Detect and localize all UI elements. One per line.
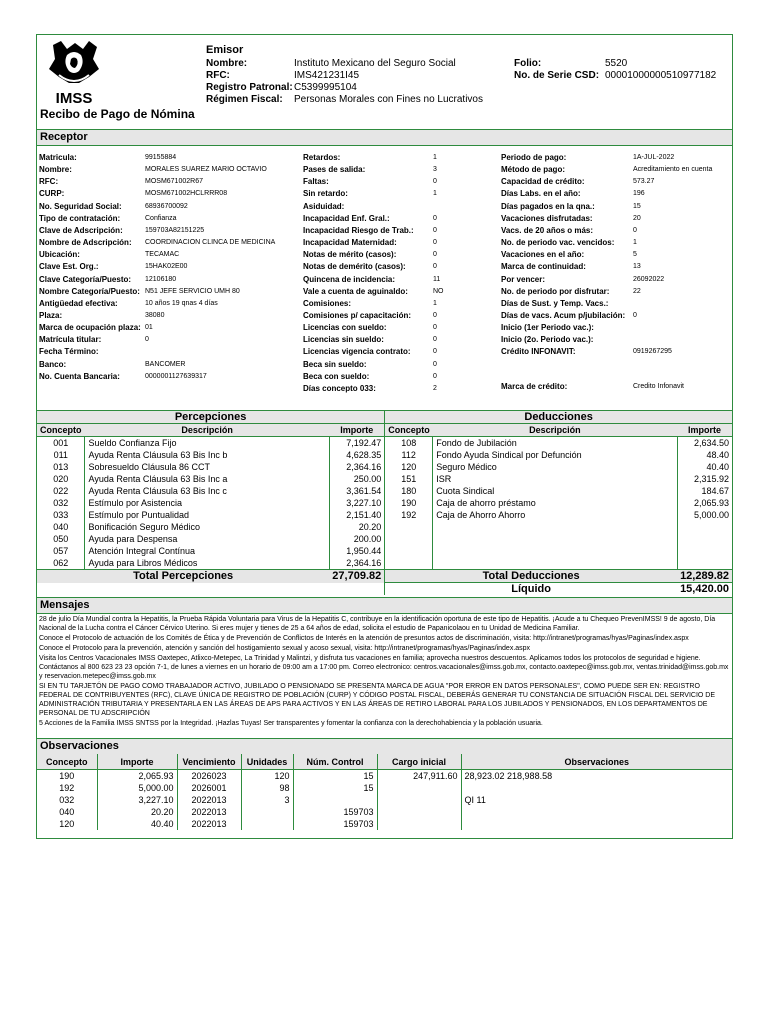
deduccion-descripcion: ISR <box>433 473 677 485</box>
observaciones-table <box>37 754 732 830</box>
receptor-field-value: 0 <box>433 372 437 380</box>
obs-col-header: Observaciones <box>461 754 732 770</box>
receptor-field-value: Confianza <box>145 214 177 222</box>
obs-cell <box>461 782 732 794</box>
obs-cell: 3 <box>241 794 293 806</box>
obs-col-header: Importe <box>97 754 177 770</box>
obs-cell: 247,911.60 <box>377 770 461 783</box>
receptor-field-value: 22 <box>633 287 641 295</box>
pd-row <box>37 497 732 509</box>
pd-row <box>37 437 732 450</box>
receptor-field-value: 1 <box>433 299 437 307</box>
folio-label: Folio: <box>514 58 542 69</box>
ded-col-descripcion: Descripción <box>433 424 677 437</box>
receptor-field-value: 0 <box>433 360 437 368</box>
obs-cell: 2022013 <box>177 818 241 830</box>
percepcion-importe: 250.00 <box>329 473 384 485</box>
obs-cell: 159703 <box>293 818 377 830</box>
observaciones-title: Observaciones <box>40 740 119 752</box>
obs-col-header: Concepto <box>37 754 97 770</box>
deduccion-importe: 2,315.92 <box>693 474 729 484</box>
receptor-field-label: Notas de mérito (casos): <box>303 250 397 260</box>
receptor-field-label: Retardos: <box>303 153 341 162</box>
receptor-field-label: Matricula: <box>39 153 77 162</box>
receptor-header <box>37 129 732 146</box>
emisor-label: Emisor <box>206 44 244 56</box>
percepcion-concepto: 022 <box>53 486 69 496</box>
receptor-field-label: Marca de continuidad: <box>501 262 586 272</box>
obs-cell: 192 <box>37 782 97 794</box>
ded-col-concepto: Concepto <box>385 424 433 437</box>
obs-col-header: Cargo inicial <box>377 754 461 770</box>
percepcion-importe: 3,361.54 <box>329 485 384 497</box>
obs-cell: 15 <box>293 770 377 783</box>
percepcion-concepto: 032 <box>53 498 69 508</box>
receptor-field-label: No. Cuenta Bancaria: <box>39 371 120 381</box>
receptor-field-label: Incapacidad Maternidad: <box>303 238 397 248</box>
receptor-field-label: Periodo de pago: <box>501 153 567 162</box>
receptor-field-label: Vacs. de 20 años o más: <box>501 225 594 235</box>
receptor-field-value: 13 <box>633 263 641 271</box>
receptor-field-label: Vacaciones disfrutadas: <box>501 213 593 223</box>
total-deducciones-label: Total Deducciones <box>385 570 677 583</box>
receptor-field-label: Beca con sueldo: <box>303 371 370 381</box>
percepcion-importe: 20.20 <box>329 521 384 533</box>
receptor-field-value: 38080 <box>145 311 165 319</box>
obs-cell: 032 <box>37 794 97 806</box>
receptor-field-label: Antigüedad efectiva: <box>39 298 118 308</box>
receptor-title: Receptor <box>40 131 88 143</box>
receptor-field-label: RFC: <box>39 177 59 187</box>
folio-value: 5520 <box>605 58 628 69</box>
obs-cell <box>241 818 293 830</box>
obs-cell: 2022013 <box>177 806 241 818</box>
receptor-field-value: NO <box>433 287 444 295</box>
receptor-field-value: 0 <box>433 178 437 186</box>
receptor-field-label: Tipo de contratación: <box>39 213 121 223</box>
obs-cell: 2022013 <box>177 794 241 806</box>
receptor-field-value: 1 <box>633 239 637 247</box>
receptor-field-label: Ubicación: <box>39 250 80 260</box>
percepcion-importe: 7,192.47 <box>329 437 384 450</box>
percepcion-descripcion: Bonificación Seguro Médico <box>85 521 329 533</box>
receptor-field-label: Asiduidad: <box>303 201 345 211</box>
imss-logo <box>45 39 103 107</box>
obs-cell <box>461 818 732 830</box>
deduccion-concepto: 192 <box>401 510 417 520</box>
deduccion-concepto: 151 <box>401 474 417 484</box>
deduccion-importe: 40.40 <box>706 462 729 472</box>
document-title: Recibo de Pago de Nómina <box>40 107 195 121</box>
percepcion-concepto: 040 <box>53 522 69 532</box>
obs-cell <box>241 806 293 818</box>
receptor-field-value: 573.27 <box>633 178 655 186</box>
receptor-field-value: 2 <box>433 384 437 392</box>
receptor-field-value: 15HAK02E00 <box>145 263 188 271</box>
receptor-field-label: Faltas: <box>303 177 329 187</box>
deduccion-descripcion: Caja de ahorro préstamo <box>433 497 677 509</box>
receptor-field-label: Días de vacs. Acum p/jubilación: <box>501 310 626 320</box>
deduccion-importe: 2,634.50 <box>693 438 729 448</box>
deduccion-concepto: 190 <box>401 498 417 508</box>
obs-cell: 2,065.93 <box>97 770 177 783</box>
receptor-field-label: Clave de Adscripción: <box>39 225 123 235</box>
obs-cell: 159703 <box>293 806 377 818</box>
receptor-field-label: Marca de crédito: <box>501 382 568 391</box>
percepcion-descripcion: Ayuda Renta Cláusula 63 Bis Inc a <box>85 473 329 485</box>
total-percepciones-label: Total Percepciones <box>37 570 329 583</box>
pd-row <box>37 545 732 557</box>
percepcion-descripcion: Ayuda Renta Cláusula 63 Bis Inc c <box>85 485 329 497</box>
percepcion-descripcion: Sobresueldo Cláusula 86 CCT <box>85 461 329 473</box>
emisor-field-label: Registro Patronal: <box>206 82 293 93</box>
percepcion-importe: 2,151.40 <box>329 509 384 521</box>
receptor-field-value: 0 <box>433 214 437 222</box>
obs-cell: 190 <box>37 770 97 783</box>
receptor-field-value: 26092022 <box>633 275 665 283</box>
eagle-emblem-icon <box>45 39 103 87</box>
obs-cell <box>293 794 377 806</box>
obs-cell: 040 <box>37 806 97 818</box>
receptor-field-value: 68936700092 <box>145 202 188 210</box>
receptor-field-value: 1A-JUL-2022 <box>633 154 675 161</box>
receptor-field-label: Licencias sin sueldo: <box>303 335 384 345</box>
receptor-field-value: 0 <box>433 263 437 271</box>
receptor-field-label: Inicio (2o. Periodo vac.): <box>501 335 594 345</box>
obs-cell: 3,227.10 <box>97 794 177 806</box>
emisor-field-label: Nombre: <box>206 58 248 69</box>
receptor-field-value: 0919267295 <box>633 348 672 356</box>
receptor-field-label: Incapacidad Riesgo de Trab.: <box>303 225 414 235</box>
percepcion-concepto: 011 <box>53 450 68 460</box>
receptor-field-label: Días pagados en la qna.: <box>501 201 595 211</box>
payroll-receipt <box>36 34 733 839</box>
obs-row <box>37 806 732 818</box>
obs-cell <box>377 782 461 794</box>
obs-col-header: Unidades <box>241 754 293 770</box>
deduccion-concepto: 180 <box>401 486 417 496</box>
receptor-field-label: Comisiones p/ capacitación: <box>303 310 412 320</box>
receptor-field-value: 0 <box>633 226 637 234</box>
receptor-field-label: No. de periodo por disfrutar: <box>501 286 610 296</box>
serie-label: No. de Serie CSD: <box>514 70 600 81</box>
percepcion-concepto: 062 <box>53 558 69 568</box>
receptor-field-value: COORDINACION CLINCA DE MEDICINA <box>145 239 276 247</box>
receptor-field-label: Clave Categoría/Puesto: <box>39 274 132 284</box>
deduccion-descripcion: Caja de Ahorro Ahorro <box>433 509 677 521</box>
receptor-field-value: 0 <box>433 226 437 234</box>
deduccion-importe: 5,000.00 <box>693 510 729 520</box>
perc-col-concepto: Concepto <box>37 424 85 437</box>
percepcion-importe: 2,364.16 <box>329 557 384 570</box>
pd-row <box>37 449 732 461</box>
mensaje-item: Conoce el Protocolo para la prevención, atención y sanción del hostigamiento sexual y acoso sexual, visita: http://intranet/programas/hyas/Paginas/index.aspx <box>39 645 531 652</box>
obs-row <box>37 770 732 783</box>
percepcion-concepto: 020 <box>53 474 69 484</box>
receptor-field-value: 0 <box>433 251 437 259</box>
mensajes-header <box>37 597 732 614</box>
receptor-field-value: TECAMAC <box>145 251 180 259</box>
receptor-field-value: 0 <box>145 336 149 344</box>
obs-cell: 2026001 <box>177 782 241 794</box>
receptor-field-label: Nombre Categoría/Puesto: <box>39 286 140 296</box>
pd-row <box>37 485 732 497</box>
receptor-field-label: Pases de salida: <box>303 165 366 175</box>
liquido-label: Líquido <box>385 583 677 596</box>
receptor-field-label: Fecha Término: <box>39 347 99 357</box>
percepcion-descripcion: Estímulo por Asistencia <box>85 497 329 509</box>
obs-cell: 98 <box>241 782 293 794</box>
pd-row <box>37 521 732 533</box>
receptor-field-label: Método de pago: <box>501 165 565 175</box>
pd-table <box>37 411 732 595</box>
receptor-field-value: 0 <box>433 348 437 356</box>
percepcion-importe: 3,227.10 <box>329 497 384 509</box>
pd-row <box>37 461 732 473</box>
receptor-field-label: Días Labs. en el año: <box>501 189 581 199</box>
emisor-field-value: Personas Morales con Fines no Lucrativos <box>294 94 483 105</box>
obs-cell: 120 <box>37 818 97 830</box>
receptor-field-label: Banco: <box>39 359 67 369</box>
receptor-field-value: Acreditamiento en cuenta <box>633 166 713 174</box>
receptor-field-value: N51 JEFE SERVICIO UMH 80 <box>145 287 240 295</box>
receptor-field-label: Nombre: <box>39 165 72 175</box>
logo-text: IMSS <box>55 90 93 107</box>
deduccion-importe: 2,065.93 <box>693 498 729 508</box>
obs-cell <box>377 794 461 806</box>
percepcion-descripcion: Ayuda para Despensa <box>85 533 329 545</box>
receptor-field-value: 0 <box>433 324 437 332</box>
receptor-field-value: 5 <box>633 251 637 259</box>
receptor-field-value: MORALES SUAREZ MARIO OCTAVIO <box>145 166 267 174</box>
pd-row <box>37 473 732 485</box>
receptor-field-label: Crédito INFONAVIT: <box>501 347 576 357</box>
deduccion-descripcion: Seguro Médico <box>433 461 677 473</box>
receptor-field-value: 11 <box>433 275 441 283</box>
receptor-field-label: Capacidad de crédito: <box>501 177 585 187</box>
obs-cell <box>461 806 732 818</box>
mensaje-item: 28 de julio Día Mundial contra la Hepatitis, la Prueba Rápida Voluntaria para Virus de la Hepatitis C, contribuye en la identificación oportuna de este tipo de Hepatitis. ¡Acude a tu Chequeo PrevenIMSS! 9 de agosto, Día Nacional de la Lucha contra el Cáncer Cérvico Uterino. Si eres mujer y tienes de 25 a 64 años de edad, solicita el estudio de Papanicolaou en tu Unidad de Medicina Familiar. <box>39 616 716 632</box>
percepcion-importe: 2,364.16 <box>329 461 384 473</box>
emisor-field-label: Régimen Fiscal: <box>206 94 283 105</box>
percepcion-concepto: 001 <box>53 438 69 448</box>
receptor-field-value: 01 <box>145 324 153 332</box>
receptor-field-value: 0 <box>433 239 437 247</box>
deduccion-descripcion: Fondo Ayuda Sindical por Defunción <box>433 449 677 461</box>
obs-cell <box>377 818 461 830</box>
percepcion-descripcion: Sueldo Confianza Fijo <box>85 437 329 450</box>
mensajes-body <box>39 615 730 729</box>
deduccion-descripcion: Cuota Sindical <box>433 485 677 497</box>
perc-col-importe: Importe <box>329 424 384 437</box>
percepcion-descripcion: Ayuda Renta Cláusula 63 Bis Inc b <box>85 449 329 461</box>
receptor-field-label: Licencias vigencia contrato: <box>303 347 411 357</box>
deduccion-concepto: 112 <box>401 450 416 460</box>
observaciones-header <box>37 738 732 755</box>
obs-row <box>37 794 732 806</box>
mensaje-item: Conoce el Protocolo de actuación de los Comités de Ética y de Prevención de Conflictos de Interés en la atención de presuntos actos de discriminación, visita: http://intranet/programas/hyas/Paginas/index.aspx <box>39 635 689 642</box>
receptor-field-label: Matrícula titular: <box>39 335 102 345</box>
receptor-field-label: Nombre de Adscripción: <box>39 238 132 248</box>
receptor-field-value: 3 <box>433 166 437 174</box>
receptor-field-value: 99155884 <box>145 154 177 161</box>
pd-row <box>37 533 732 545</box>
percepcion-concepto: 057 <box>53 546 69 556</box>
receptor-field-label: Por vencer: <box>501 274 546 284</box>
receptor-field-label: No. de periodo vac. vencidos: <box>501 238 615 248</box>
obs-cell <box>377 806 461 818</box>
mensaje-item: Visita los Centros Vacacionales IMSS Oaxtepec, Atlixco-Metepec, La Trinidad y Malintzi, y disfruta tus vacaciones en familia; aprovecha nuestros descuentos. Aplicamos todos los protocolos de seguridad e higiene. Contáctanos al 800 623 23 23 opción 7-1, de lunes a viernes en un horario de 09:00 am a 17:00 pm. Correo electronico: centros.vacacionales@imss.gob.mx, contacto.oaxtepec@imss.gob.mx, ventas.trinidad@imss.gob.mx y reservacion.metepec@imss.gob.mx <box>39 655 729 680</box>
obs-cell: 40.40 <box>97 818 177 830</box>
percepcion-descripcion: Ayuda para Libros Médicos <box>85 557 329 570</box>
obs-cell: 28,923.02 218,988.58 <box>464 771 553 781</box>
obs-col-header: Vencimiento <box>177 754 241 770</box>
deduccion-descripcion: Fondo de Jubilación <box>433 437 677 450</box>
receptor-field-value: 159703A82151225 <box>145 226 205 234</box>
receptor-field-label: Licencias con sueldo: <box>303 323 387 333</box>
receptor-field-label: CURP: <box>39 189 65 199</box>
receptor-field-value: 1 <box>433 154 437 161</box>
receptor-field-value: 0 <box>433 311 437 319</box>
perc-col-descripcion: Descripción <box>85 424 329 437</box>
deduccion-importe: 48.40 <box>706 450 729 460</box>
receptor-field-label: Días concepto 033: <box>303 383 376 393</box>
receptor-field-value: Credito Infonavit <box>633 383 684 390</box>
obs-cell: 120 <box>241 770 293 783</box>
percepciones-deducciones <box>37 410 732 601</box>
receptor-field-value: 0 <box>633 311 637 319</box>
receptor-field-label: Días de Sust. y Temp. Vacs.: <box>501 298 609 308</box>
receptor-field-value: MOSM671002R67 <box>145 178 203 186</box>
pd-row <box>37 557 732 570</box>
obs-row <box>37 782 732 794</box>
obs-cell: QI 11 <box>464 795 486 805</box>
receptor-field-value: 0 <box>433 336 437 344</box>
obs-cell: 20.20 <box>97 806 177 818</box>
percepcion-concepto: 050 <box>53 534 69 544</box>
receptor-field-value: 196 <box>633 190 645 198</box>
percepcion-importe: 4,628.35 <box>329 449 384 461</box>
emisor-field-value: C5399995104 <box>294 82 357 93</box>
total-percepciones-value: 27,709.82 <box>329 570 384 583</box>
percepcion-descripcion: Estímulo por Puntualidad <box>85 509 329 521</box>
receptor-field-label: Clave Est. Org.: <box>39 262 99 272</box>
percepcion-importe: 1,950.44 <box>329 545 384 557</box>
receptor-field-label: Vacaciones en el año: <box>501 250 585 260</box>
receptor-field-label: Beca sin sueldo: <box>303 359 367 369</box>
liquido-value: 15,420.00 <box>677 583 732 596</box>
serie-value: 00001000000510977182 <box>605 70 717 81</box>
percepcion-descripcion: Atención Integral Contínua <box>85 545 329 557</box>
receptor-field-value: 1 <box>433 190 437 198</box>
receptor-field-value: MOSM671002HCLRRR08 <box>145 190 228 198</box>
emisor-field-label: RFC: <box>206 70 230 81</box>
receptor-field-value: BANCOMER <box>145 360 186 368</box>
receptor-field-label: Incapacidad Enf. Gral.: <box>303 213 390 223</box>
obs-row <box>37 818 732 830</box>
percepciones-title: Percepciones <box>37 411 385 424</box>
receptor-field-label: Plaza: <box>39 310 63 320</box>
receptor-field-label: Sin retardo: <box>303 189 348 199</box>
emisor-field-value: Instituto Mexicano del Seguro Social <box>294 58 456 69</box>
receptor-field-label: Inicio (1er Periodo vac.): <box>501 323 594 333</box>
mensaje-item: SI EN TU TARJETÓN DE PAGO COMO TRABAJADOR ACTIVO, JUBILADO O PENSIONADO SE PRESENTA MARCA DE AGUA "POR ERROR EN DATOS PERSONALES", COMO PUEDE SER EN: REGISTRO FEDERAL DE CONTRIBUYENTES (RFC), CLAVE ÚNICA DE REGISTRO DE POBLACIÓN (CURP) Y CÓDIGO POSTAL FISCAL, DEBERÁS GENERAR TU CONSTANCIA DE SITUACIÓN FISCAL DEL SERVICIO DE ADMINISTRACIÓN TRIBUTARIA Y PRESENTARLA EN LAS ÁREAS DE APS PARA ACTIVOS Y EN LAS ÁREAS DE RETIRO LABORAL PARA LOS JUBILADOS Y PENSIONADOS, EN LOS DEPARTAMENTOS DE PERSONAL DE TU ADSCRIPCIÓN <box>39 683 716 717</box>
receptor-field-label: No. Seguridad Social: <box>39 201 122 211</box>
obs-cell: 2026023 <box>177 770 241 783</box>
receptor-field-value: 15 <box>633 202 641 210</box>
pd-row <box>37 509 732 521</box>
receptor-field-value: 12106180 <box>145 275 177 283</box>
percepcion-concepto: 033 <box>53 510 69 520</box>
receptor-field-value: 20 <box>633 214 641 222</box>
receptor-field-label: Vale a cuenta de aguinaldo: <box>303 286 408 296</box>
receptor-field-value: 10 años 19 qnas 4 días <box>145 299 218 307</box>
receptor-field-label: Quincena de incidencia: <box>303 274 396 284</box>
emisor-field-value: IMS421231I45 <box>294 70 360 81</box>
total-deducciones-value: 12,289.82 <box>677 570 732 583</box>
obs-col-header: Núm. Control <box>293 754 377 770</box>
deduccion-importe: 184.67 <box>701 486 729 496</box>
percepcion-concepto: 013 <box>53 462 69 472</box>
receptor-field-label: Notas de demérito (casos): <box>303 262 406 272</box>
receptor-field-label: Comisiones: <box>303 298 352 308</box>
receptor-field-label: Marca de ocupación plaza: <box>39 323 141 333</box>
receptor-field-value: 0000001127639317 <box>145 372 207 380</box>
mensaje-item: 5 Acciones de la Familia IMSS SNTSS por la Integridad. ¡Hazlas Tuyas! Ser transparentes y fomentar la confianza con la derechohabiencia y la población usuaria. <box>39 720 543 727</box>
ded-col-importe: Importe <box>677 424 732 437</box>
deduccion-concepto: 108 <box>401 438 417 448</box>
deducciones-title: Deducciones <box>385 411 732 424</box>
deduccion-concepto: 120 <box>401 462 417 472</box>
obs-cell: 15 <box>293 782 377 794</box>
mensajes-title: Mensajes <box>40 599 90 611</box>
obs-cell: 5,000.00 <box>97 782 177 794</box>
receptor-fields <box>37 153 732 397</box>
percepcion-importe: 200.00 <box>329 533 384 545</box>
